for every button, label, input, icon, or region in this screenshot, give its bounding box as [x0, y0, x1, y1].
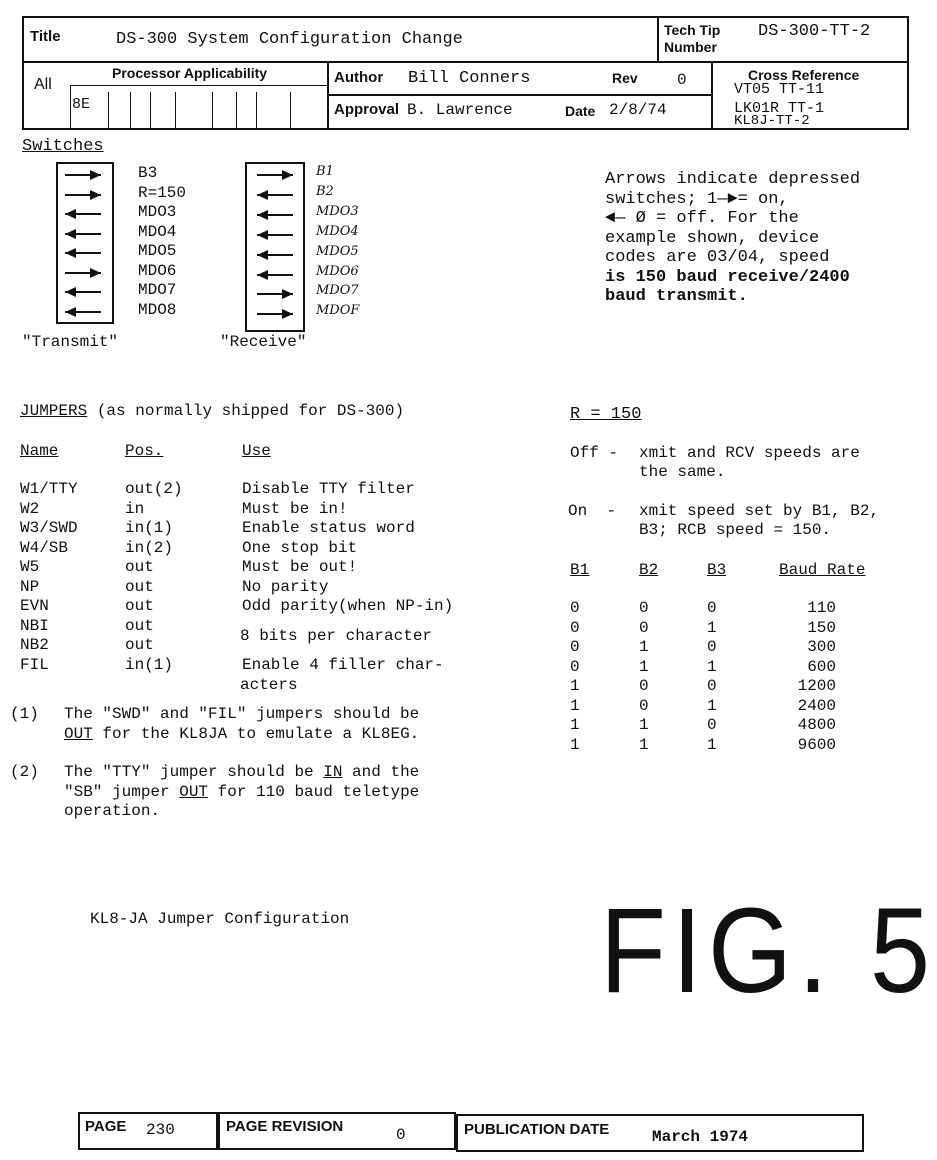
receive-switch-label-7: MDO7 [316, 283, 359, 299]
footer-pubdate-label: PUBLICATION DATE [464, 1121, 610, 1138]
speed-cell: 2400 [797, 696, 836, 715]
speed-col-baud: Baud Rate [779, 561, 866, 579]
on-text-2: B3; RCB speed = 150. [639, 521, 832, 539]
jumper-use-cell: One stop bit [242, 538, 358, 557]
transmit-switch-bank [56, 162, 114, 324]
speed-cell: 0 [707, 677, 717, 695]
speed-cell: 150 [807, 618, 836, 637]
speed-heading: R = 150 [570, 405, 642, 424]
speed-col-b2: B2 [639, 561, 659, 579]
jumper-pos-cell: in [125, 499, 145, 518]
speed-cell: 1 [707, 735, 717, 754]
date-label: Date [565, 103, 596, 119]
transmit-switch-arrow-8 [63, 305, 103, 319]
crossref-label: Cross Reference [748, 67, 860, 83]
receive-switch-label-6: MDO6 [316, 263, 359, 279]
receive-switch-label-1: B1 [316, 164, 334, 179]
speed-cell: 4800 [797, 716, 836, 734]
jumper-name-cell: NP [20, 577, 40, 596]
receive-switch-arrow-2 [255, 188, 295, 202]
transmit-switch-label-5: MDO5 [138, 242, 177, 260]
transmit-switch-label-6: MDO6 [138, 261, 177, 280]
receive-switch-arrow-4 [255, 228, 295, 242]
jumper-pos-cell: out [125, 636, 154, 654]
jumper-use-cell: Enable status word [242, 519, 415, 537]
jumper-use-cell: Must be in! [242, 499, 348, 518]
jumper-name-cell: NB2 [20, 636, 49, 654]
jumper-name-cell: W1/TTY [20, 480, 78, 498]
speed-cell: 0 [639, 618, 649, 637]
transmit-switch-arrow-5 [63, 246, 103, 260]
col-name: Name [20, 442, 59, 460]
speed-cell: 1 [570, 735, 580, 754]
receive-switch-arrow-5 [255, 248, 295, 262]
jumper-use-cell: No parity [242, 577, 329, 596]
author-name: Bill Conners [408, 69, 531, 88]
receive-label: "Receive" [220, 333, 307, 351]
author-label: Author [334, 69, 384, 86]
jumper-pos-cell: in(2) [125, 538, 174, 557]
jumper-name-cell: W5 [20, 558, 40, 576]
speed-cell: 0 [639, 677, 649, 695]
speed-cell: 1 [570, 677, 580, 695]
speed-cell: 0 [570, 657, 580, 676]
speed-col-b1: B1 [570, 561, 590, 579]
jumper-note-2: (2) The "TTY" jumper should be IN and the "SB" jumper OUT for 110 baud teletype operation. [10, 763, 420, 820]
transmit-switch-arrow-7 [63, 285, 103, 299]
speed-cell: 0 [707, 599, 717, 617]
jumper-pos-cell: out [125, 558, 154, 576]
receive-switch-arrow-7 [255, 287, 295, 301]
jumper-pos-cell: in(1) [125, 519, 174, 537]
jumper-name-cell: W2 [20, 499, 40, 518]
transmit-switch-label-1: B3 [138, 164, 158, 182]
crossref-3: KL8J-TT-2 [734, 113, 810, 129]
receive-switch-arrow-8 [255, 307, 295, 321]
switches-heading: Switches [22, 137, 104, 156]
jumper-name-cell: EVN [20, 597, 49, 615]
speed-col-b3: B3 [707, 561, 727, 579]
speed-cell: 1 [707, 657, 717, 676]
jumper-use-8bits: 8 bits per character [240, 627, 433, 645]
footer-page-box [78, 1112, 218, 1150]
transmit-switch-label-2: R=150 [138, 183, 187, 202]
footer-revision-value: 0 [396, 1126, 406, 1144]
speed-cell: 0 [707, 638, 717, 656]
speed-cell: 0 [707, 716, 717, 734]
transmit-switch-label-3: MDO3 [138, 203, 177, 221]
transmit-switch-label-8: MDO8 [138, 300, 177, 319]
approval-name: B. Lawrence [407, 101, 513, 119]
footer-pubdate-value: March 1974 [652, 1128, 749, 1146]
transmit-switch-label-7: MDO7 [138, 281, 177, 299]
rev-value: 0 [677, 71, 687, 89]
jumper-name-cell: FIL [20, 655, 49, 674]
jumper-pos-cell: out(2) [125, 480, 183, 498]
speed-cell: 0 [639, 696, 649, 715]
speed-cell: 1 [639, 716, 649, 734]
jumper-pos-cell: out [125, 577, 154, 596]
footer-revision-label: PAGE REVISION [226, 1118, 344, 1135]
speed-cell: 1 [707, 696, 717, 715]
speed-cell: 1 [639, 638, 649, 656]
footer-page-number: 230 [146, 1121, 175, 1139]
speed-cell: 1 [707, 618, 717, 637]
jumper-use-cell: Must be out! [242, 558, 358, 576]
title-label: Title [30, 28, 61, 45]
figure-caption: KL8-JA Jumper Configuration [90, 910, 350, 928]
jumper-name-cell: W3/SWD [20, 519, 78, 537]
jumpers-heading: JUMPERS (as normally shipped for DS-300) [20, 402, 405, 420]
jumper-use-cell: Odd parity(when NP-in) [242, 597, 454, 615]
transmit-switch-label-4: MDO4 [138, 222, 177, 241]
speed-cell: 1200 [797, 677, 836, 695]
jumper-note-1: (1) The "SWD" and "FIL" jumpers should be OUT for the KL8JA to emulate a KL8EG. [10, 705, 420, 743]
doc-title: DS-300 System Configuration Change [116, 30, 463, 49]
jumper-use-cell: Disable TTY filter [242, 480, 415, 498]
off-label: Off - [570, 444, 619, 462]
speed-cell: 1 [570, 696, 580, 715]
date-value: 2/8/74 [609, 101, 667, 119]
transmit-switch-arrow-1 [63, 168, 103, 182]
receive-switch-arrow-6 [255, 268, 295, 282]
col-pos: Pos. [125, 442, 164, 460]
jumper-use-cell: Enable 4 filler char- [242, 655, 444, 674]
col-use: Use [242, 442, 271, 460]
jumper-pos-cell: out [125, 616, 154, 635]
on-text-1: xmit speed set by B1, B2, [639, 502, 880, 520]
speed-cell: 1 [639, 735, 649, 754]
jumper-pos-cell: out [125, 597, 154, 615]
transmit-switch-arrow-4 [63, 227, 103, 241]
speed-cell: 0 [570, 599, 580, 617]
jumper-name-cell: NBI [20, 616, 49, 635]
receive-switch-label-3: MDO3 [316, 203, 359, 219]
footer-revision-box [218, 1112, 456, 1150]
techtip-label: Tech Tip Number [664, 22, 721, 55]
jumper-name-cell: W4/SB [20, 538, 69, 557]
switch-note: Arrows indicate depressed switches; 1—►= on, ◄— Ø = off. For the example shown, device codes are 03/04, speed is 150 baud receive/2400 baud transmit. [605, 170, 861, 306]
processor-value: 8E [72, 96, 91, 113]
crossref-1: VT05 TT-11 [734, 81, 825, 98]
speed-cell: 9600 [797, 735, 836, 754]
transmit-switch-arrow-3 [63, 207, 103, 221]
receive-switch-label-5: MDO5 [316, 243, 359, 259]
transmit-switch-arrow-2 [63, 188, 103, 202]
footer-page-label: PAGE [85, 1118, 127, 1135]
speed-cell: 0 [570, 638, 580, 656]
receive-switch-label-4: MDO4 [316, 223, 359, 239]
figure-number: FIG. 5 [600, 882, 937, 1018]
footer-pubdate-box [456, 1114, 864, 1152]
all-label: All [34, 76, 52, 93]
rev-label: Rev [612, 70, 638, 86]
transmit-switch-arrow-6 [63, 266, 103, 280]
approval-label: Approval [334, 101, 400, 118]
speed-cell: 1 [570, 716, 580, 734]
speed-cell: 0 [570, 618, 580, 637]
speed-cell: 300 [807, 638, 836, 656]
receive-switch-label-8: MDOF [316, 303, 360, 319]
processor-label: Processor Applicability [112, 65, 268, 81]
jumper-pos-cell: in(1) [125, 655, 174, 674]
speed-cell: 110 [807, 599, 836, 617]
transmit-label: "Transmit" [22, 333, 119, 351]
off-text-2: the same. [639, 463, 726, 481]
on-label: On - [568, 502, 617, 520]
techtip-number: DS-300-TT-2 [758, 22, 871, 41]
speed-cell: 0 [639, 599, 649, 617]
crossref-2: LK01R TT-1 [734, 100, 825, 117]
receive-switch-arrow-3 [255, 208, 295, 222]
off-text-1: xmit and RCV speeds are [639, 444, 860, 462]
receive-switch-label-2: B2 [316, 183, 334, 199]
receive-switch-arrow-1 [255, 168, 295, 182]
jumper-use-fil-cont: acters [240, 676, 298, 694]
speed-cell: 1 [639, 657, 649, 676]
speed-cell: 600 [807, 657, 836, 676]
